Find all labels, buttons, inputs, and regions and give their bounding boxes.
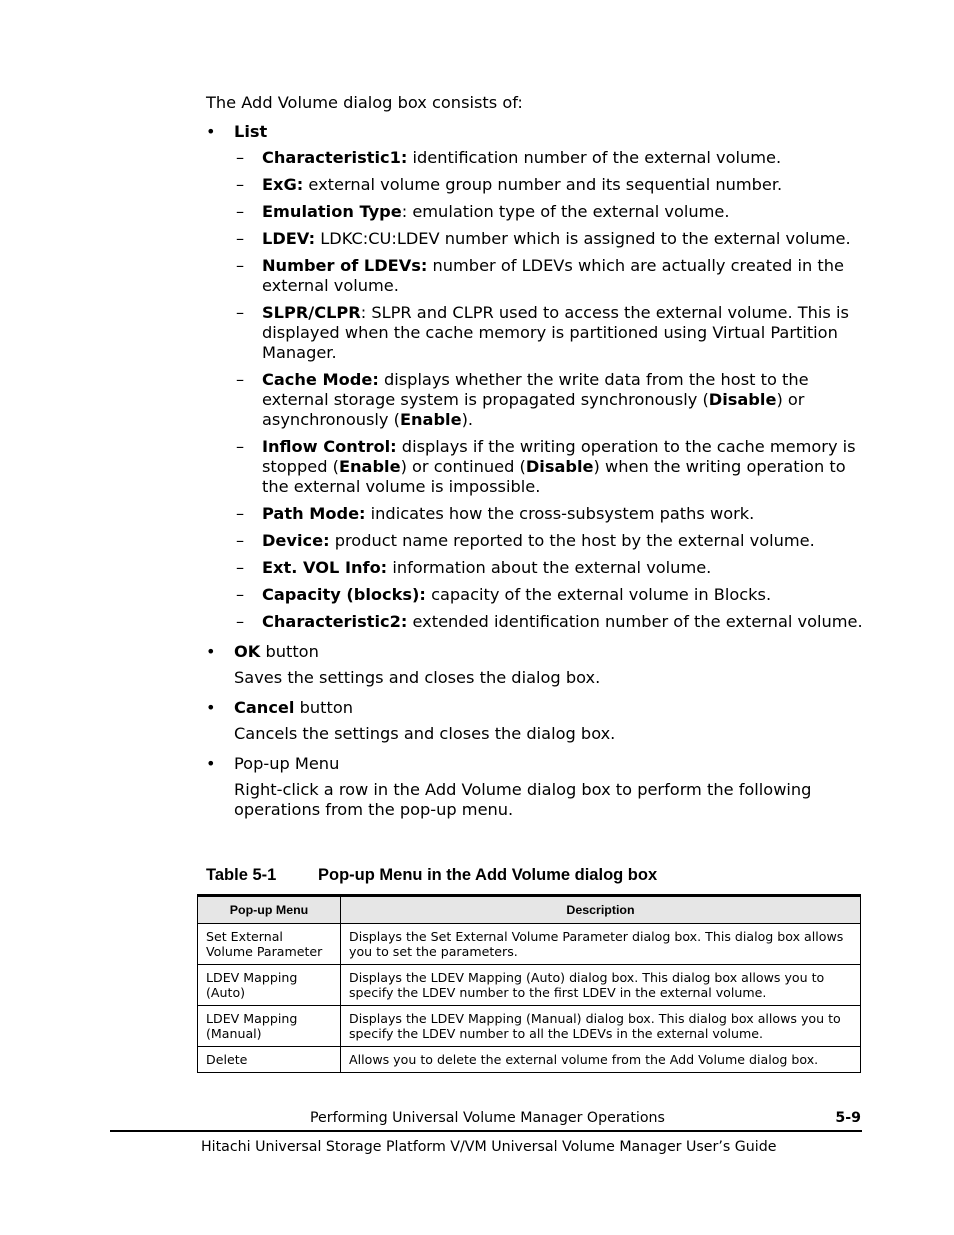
dash-icon: – — [236, 531, 245, 550]
dash-icon: – — [236, 175, 245, 194]
item-desc: ). — [461, 410, 474, 429]
item-desc-bold: Enable — [338, 457, 401, 476]
list-item-number-of-ldevs — [206, 256, 871, 296]
table-cell-description: Allows you to delete the external volume from the Add Volume dialog box. — [341, 1047, 861, 1073]
list-item-characteristic2 — [206, 612, 871, 632]
list-item-exg — [206, 175, 871, 195]
table-cell-menu: Set External Volume Parameter — [198, 924, 341, 965]
table-cell-menu: Delete — [198, 1047, 341, 1073]
list-item-emulation-type — [206, 202, 871, 222]
item-desc: external volume group number and its sequential number. — [303, 175, 783, 194]
dash-icon: – — [236, 437, 245, 456]
list-item-capacity — [206, 585, 871, 605]
page-number: 5-9 — [835, 1110, 861, 1126]
item-desc: ) or asynchronously ( — [262, 390, 805, 429]
bullet-icon: • — [206, 122, 216, 141]
item-desc: : SLPR and CLPR used to access the external volume. This is displayed when the cache memory is partitioned using Virtual Partition Manager. — [262, 303, 849, 362]
popup-menu-table — [197, 894, 861, 1073]
item-desc: identification number of the external volume. — [407, 148, 782, 167]
header-description: Description — [341, 896, 861, 924]
table-caption — [206, 865, 657, 885]
table-cell-description: Displays the LDEV Mapping (Auto) dialog box. This dialog box allows you to specify the LDEV number to the first LDEV in the external volume. — [341, 965, 861, 1006]
item-term: ExG: — [262, 175, 304, 194]
item-desc-bold: Disable — [708, 390, 777, 409]
table-header-row — [198, 896, 861, 924]
popup-label: Pop-up Menu — [234, 754, 340, 773]
list-item-inflow-control — [206, 437, 871, 497]
header-popup-menu: Pop-up Menu — [198, 896, 341, 924]
item-desc: extended identification number of the external volume. — [407, 612, 863, 631]
item-desc: ) or continued ( — [400, 457, 526, 476]
bullet-cancel — [206, 698, 871, 718]
item-desc: product name reported to the host by the external volume. — [329, 531, 815, 550]
item-desc: capacity of the external volume in Blocks. — [425, 585, 772, 604]
footer-divider — [110, 1130, 862, 1132]
item-desc: indicates how the cross-subsystem paths work. — [365, 504, 755, 523]
cancel-suffix: button — [294, 698, 353, 717]
item-desc: displays whether the write data from the host to the external storage system is propagated synchronously ( — [262, 370, 809, 409]
item-term: SLPR/CLPR — [262, 303, 361, 322]
item-desc-bold: Disable — [525, 457, 594, 476]
list-label: List — [234, 122, 268, 141]
bullet-icon: • — [206, 698, 216, 717]
item-desc: number of LDEVs which are actually created in the external volume. — [262, 256, 844, 295]
table-row — [198, 1047, 861, 1073]
bullet-list — [206, 122, 871, 142]
list-item-ldev — [206, 229, 871, 249]
table-cell-description: Displays the LDEV Mapping (Manual) dialog box. This dialog box allows you to specify the LDEV number to all the LDEVs in the external volume. — [341, 1006, 861, 1047]
dash-icon: – — [236, 585, 245, 604]
ok-label: OK — [234, 642, 261, 661]
bullet-icon: • — [206, 754, 216, 773]
dash-icon: – — [236, 303, 245, 322]
dash-icon: – — [236, 370, 245, 389]
item-desc: information about the external volume. — [387, 558, 712, 577]
item-term: Device: — [262, 531, 330, 550]
table-row — [198, 924, 861, 965]
table-number: Table 5-1 — [206, 866, 277, 884]
list-item-device — [206, 531, 871, 551]
item-term: Path Mode: — [262, 504, 366, 523]
footer-section-title: Performing Universal Volume Manager Operations — [310, 1110, 665, 1126]
list-item-slpr-clpr — [206, 303, 871, 363]
list-item-characteristic1 — [206, 148, 871, 168]
item-term: Ext. VOL Info: — [262, 558, 388, 577]
bullet-ok — [206, 642, 871, 662]
intro-text: The Add Volume dialog box consists of: — [206, 93, 523, 112]
list-item-ext-vol-info — [206, 558, 871, 578]
item-term: Number of LDEVs: — [262, 256, 428, 275]
table-title: Pop-up Menu in the Add Volume dialog box — [318, 866, 658, 884]
dash-icon: – — [236, 148, 245, 167]
item-desc-bold: Enable — [399, 410, 462, 429]
item-term: LDEV: — [262, 229, 316, 248]
item-desc: LDKC:CU:LDEV number which is assigned to the external volume. — [315, 229, 851, 248]
item-term: Cache Mode: — [262, 370, 379, 389]
footer-guide-title: Hitachi Universal Storage Platform V/VM Universal Volume Manager User’s Guide — [201, 1139, 777, 1155]
table-row — [198, 1006, 861, 1047]
bullet-icon: • — [206, 642, 216, 661]
cancel-description: Cancels the settings and closes the dialog box. — [234, 724, 616, 743]
item-term: Capacity (blocks): — [262, 585, 426, 604]
cancel-label: Cancel — [234, 698, 295, 717]
table-cell-menu: LDEV Mapping (Manual) — [198, 1006, 341, 1047]
document-body — [206, 93, 871, 830]
table-cell-menu: LDEV Mapping (Auto) — [198, 965, 341, 1006]
dash-icon: – — [236, 229, 245, 248]
table-row — [198, 965, 861, 1006]
dash-icon: – — [236, 558, 245, 577]
list-item-cache-mode — [206, 370, 871, 430]
popup-description: Right-click a row in the Add Volume dialog box to perform the following operations from the pop-up menu. — [234, 780, 812, 819]
bullet-popup — [206, 754, 871, 774]
item-term: Inflow Control: — [262, 437, 397, 456]
table-cell-description: Displays the Set External Volume Parameter dialog box. This dialog box allows you to set the parameters. — [341, 924, 861, 965]
list-section — [206, 122, 871, 632]
item-desc: : emulation type of the external volume. — [401, 202, 730, 221]
list-item-path-mode — [206, 504, 871, 524]
item-term: Characteristic1: — [262, 148, 408, 167]
ok-description: Saves the settings and closes the dialog box. — [234, 668, 601, 687]
dash-icon: – — [236, 256, 245, 275]
item-desc: displays if the writing operation to the cache memory is stopped ( — [262, 437, 856, 476]
ok-suffix: button — [260, 642, 319, 661]
item-term: Emulation Type — [262, 202, 402, 221]
dash-icon: – — [236, 202, 245, 221]
dash-icon: – — [236, 504, 245, 523]
dash-icon: – — [236, 612, 245, 631]
item-desc: ) when the writing operation to the external volume is impossible. — [262, 457, 846, 496]
item-term: Characteristic2: — [262, 612, 408, 631]
